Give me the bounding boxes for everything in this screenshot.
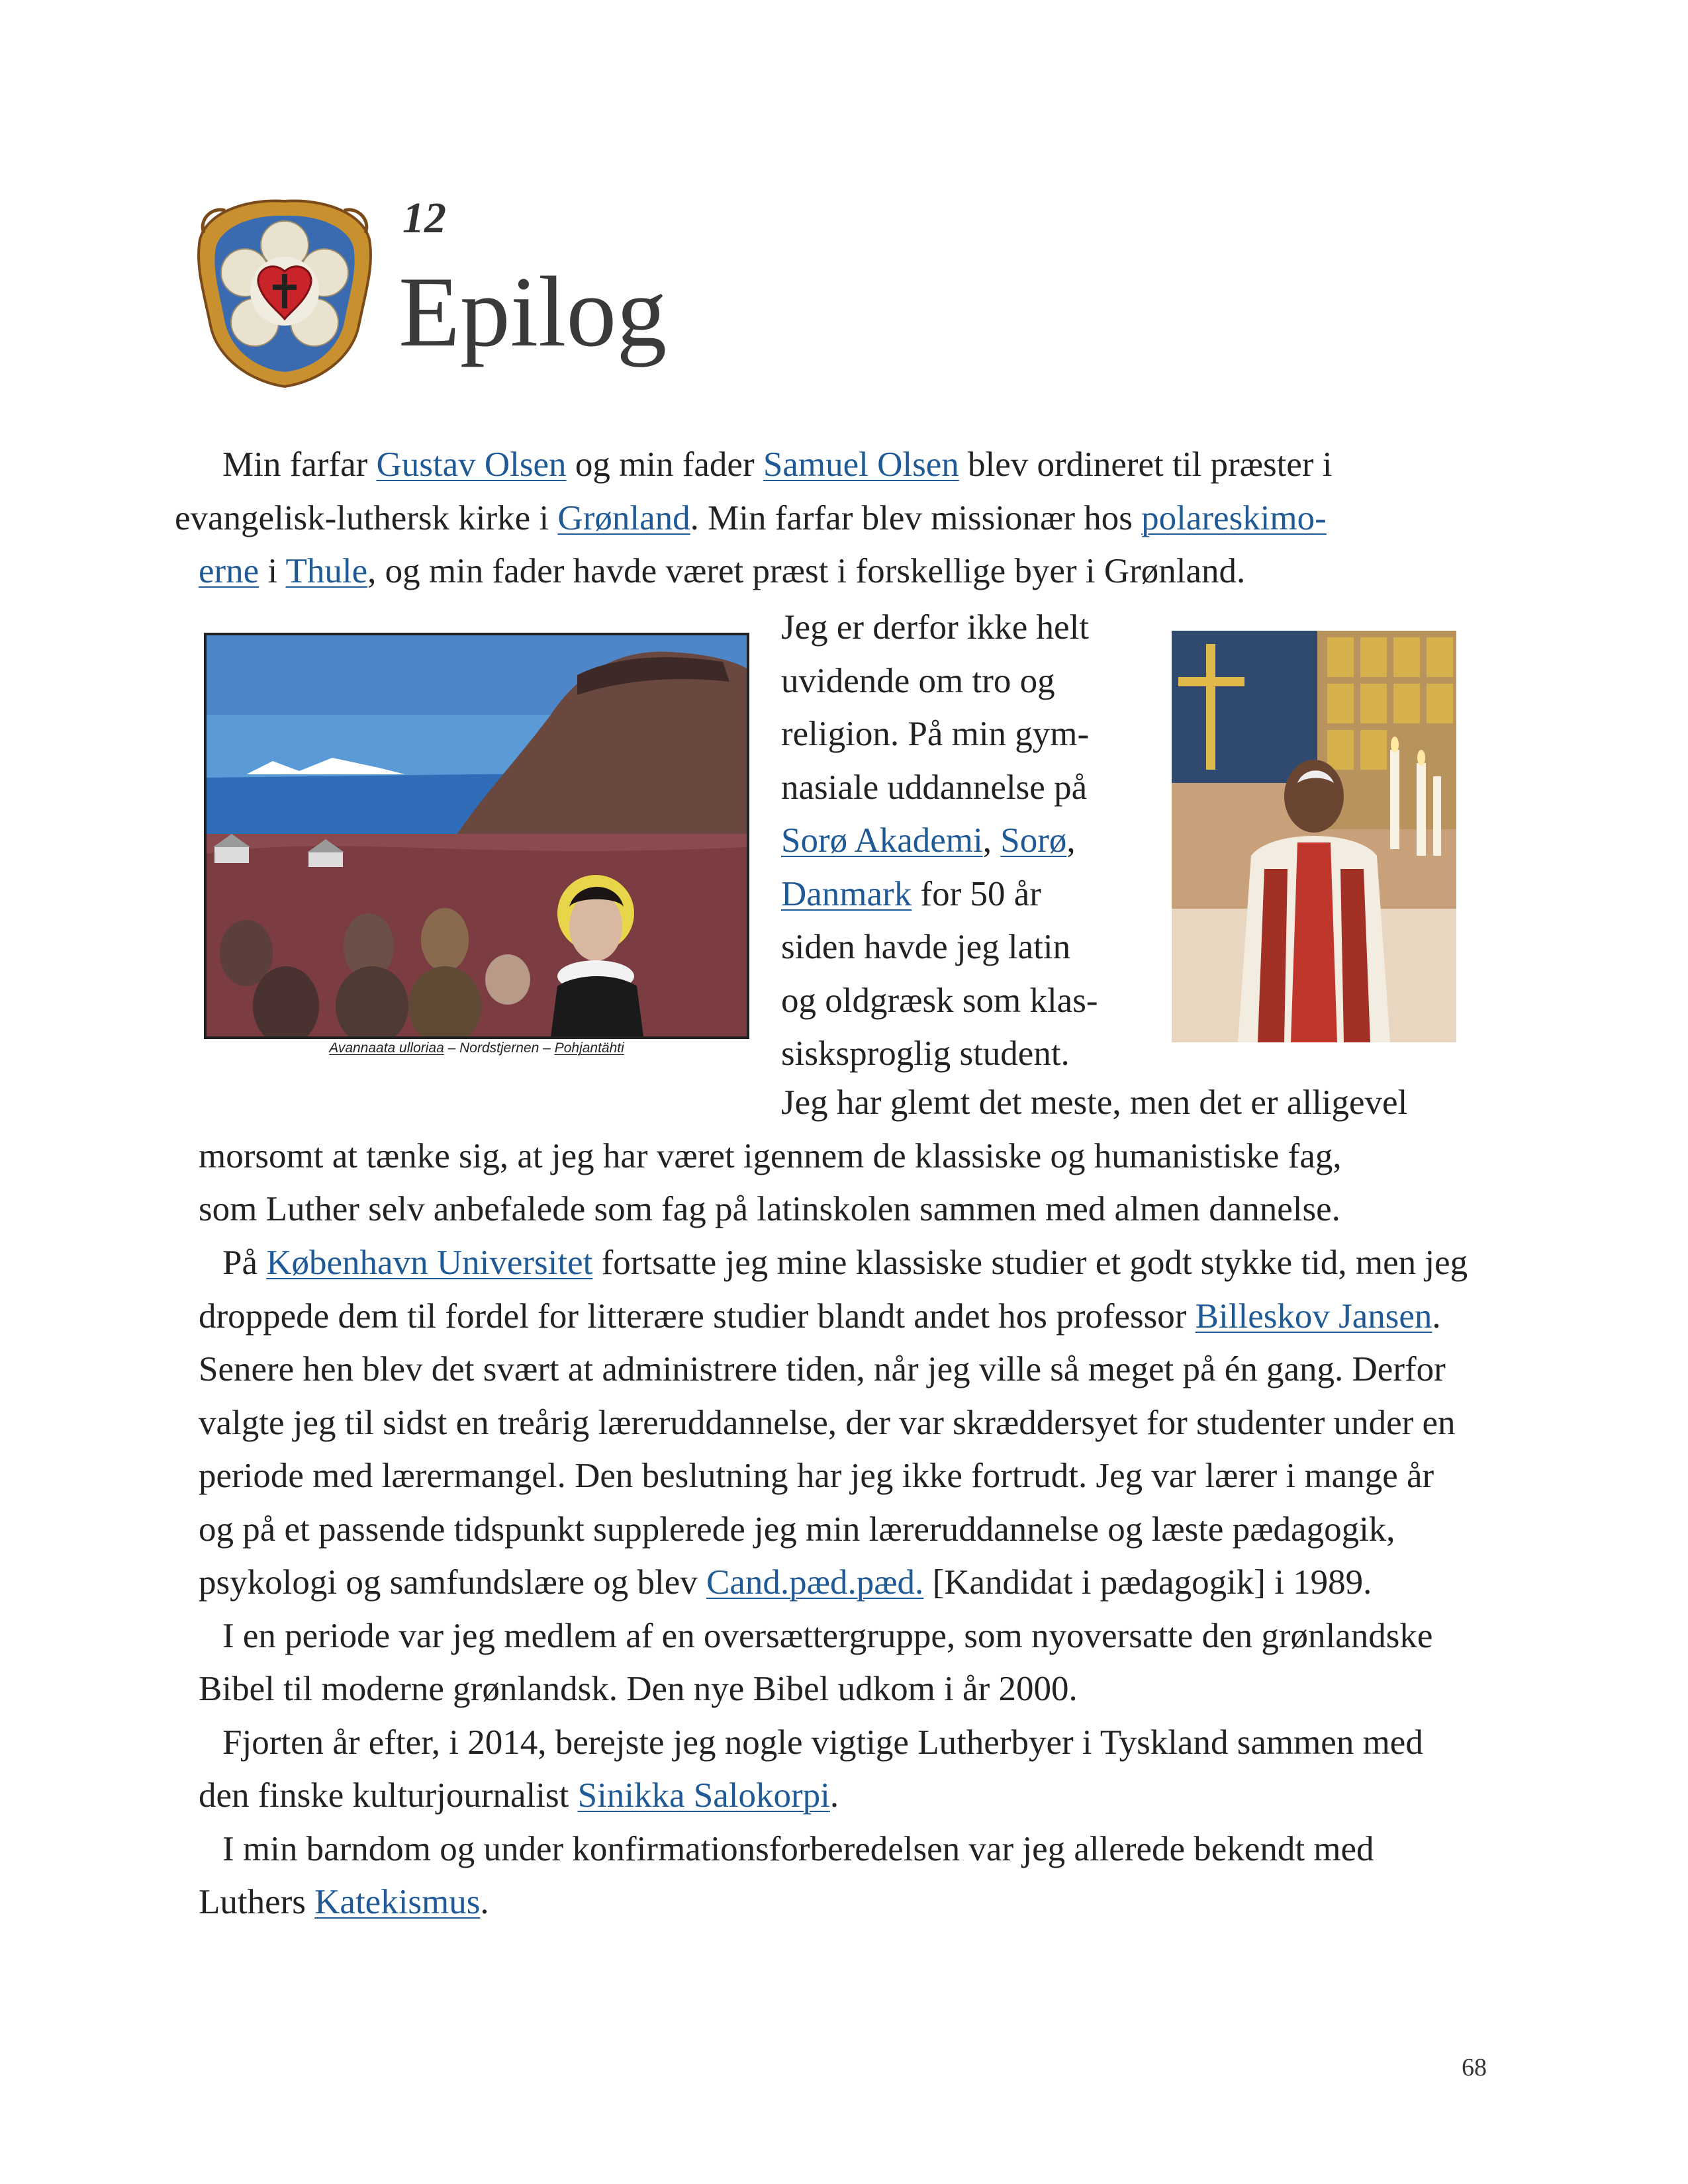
page-number: 68 xyxy=(1462,2054,1487,2081)
chapter-number: 12 xyxy=(402,194,446,242)
body-paragraphs xyxy=(199,1236,1476,1929)
paragraph-bible: I en periode var jeg medlem af en oversættergruppe, som nyoversatte den grønlandske Bibel til moderne grønlandsk. Den nye Bibel udkom i år 2000. xyxy=(199,1616,1433,1708)
link-polareskimoerne-cont[interactable]: erne xyxy=(199,552,259,590)
link-sinikka-salokorpi[interactable]: Sinikka Salokorpi xyxy=(577,1776,830,1815)
caption-link-pohjantahti[interactable]: Pohjantähti xyxy=(554,1040,624,1056)
link-kobenhavn-universitet[interactable]: København Universitet xyxy=(266,1244,593,1282)
link-billeskov-jansen[interactable]: Billeskov Jansen xyxy=(1195,1297,1432,1336)
paragraph-catechism: I min barndom og under konfirmationsforberedelsen var jeg allerede bekendt med Luthers Katekismus. xyxy=(199,1829,1374,1921)
painting-nordstjernen xyxy=(204,633,749,1039)
luther-rose-emblem-icon xyxy=(192,193,377,392)
link-gronland[interactable]: Grønland xyxy=(557,498,690,537)
intro-paragraph: Min farfar Gustav Olsen og min fader Samuel Olsen blev ordineret til præster i evangelisk-luthersk kirke i Grønland. Min farfar blev missionær hos polareskimo- erne i Thule, og min fader havde været præst i forskellige byer i Grønland. xyxy=(175,445,1333,590)
link-thule[interactable]: Thule xyxy=(285,552,368,590)
chapter-title: Epilog xyxy=(399,256,667,367)
link-gustav-olsen[interactable]: Gustav Olsen xyxy=(376,445,567,484)
paragraph-trip: Fjorten år efter, i 2014, berejste jeg nogle vigtige Lutherbyer i Tyskland sammen med den finske kulturjournalist Sinikka Salokorpi. xyxy=(199,1723,1423,1815)
link-polareskimoerne[interactable]: polareskimo- xyxy=(1141,498,1327,537)
link-soro-akademi[interactable]: Sorø Akademi xyxy=(781,821,983,860)
priest-photo xyxy=(1172,631,1456,1042)
link-samuel-olsen[interactable]: Samuel Olsen xyxy=(763,445,959,484)
link-katekismus[interactable]: Katekismus xyxy=(314,1883,481,1921)
narrow-text-column: Jeg er derfor ikke helt uvidende om tro og religion. På min gym- nasiale uddannelse på Sorø Akademi, Sorø, Danmark for 50 år siden havde jeg latin og oldgræsk som klas- sisksproglig student. xyxy=(781,608,1098,1073)
continuation-text: Jeg har glemt det meste, men det er alligevel morsomt at tænke sig, at jeg har været igennem de klassiske og humanistiske fag, som Luther selv anbefalede som fag på latinskolen sammen med almen dannelse. xyxy=(199,1083,1408,1228)
caption-link-avannaata[interactable]: Avannaata ulloriaa xyxy=(329,1040,444,1056)
painting-image xyxy=(207,635,747,1036)
priest-photo-image xyxy=(1172,631,1456,1042)
link-soro[interactable]: Sorø xyxy=(1000,821,1067,860)
link-danmark[interactable]: Danmark xyxy=(781,874,912,913)
link-cand-paed[interactable]: Cand.pæd.pæd. xyxy=(706,1563,924,1602)
paragraph-university: På København Universitet fortsatte jeg mine klassiske studier et godt stykke tid, men jeg droppede dem til fordel for litterære studier blandt andet hos professor Billeskov Jansen. Senere hen blev det svært at administrere tiden, når jeg ville så meget på én gang. Derfor valgte jeg til sidst en treårig læreruddannelse, der var skræddersyet for studenter under en periode med lærermangel. Den beslutning har jeg ikke fortrudt. Jeg var lærer i mange år og på et passende tidspunkt supplerede jeg min læreruddannelse og læste pædagogik, psykologi og samfundslære og blev Cand.pæd.pæd. [Kandidat i pædagogik] i 1989. xyxy=(199,1244,1468,1602)
painting-caption: Avannaata ulloriaa – Nordstjernen – Pohjantähti xyxy=(329,1040,624,1056)
